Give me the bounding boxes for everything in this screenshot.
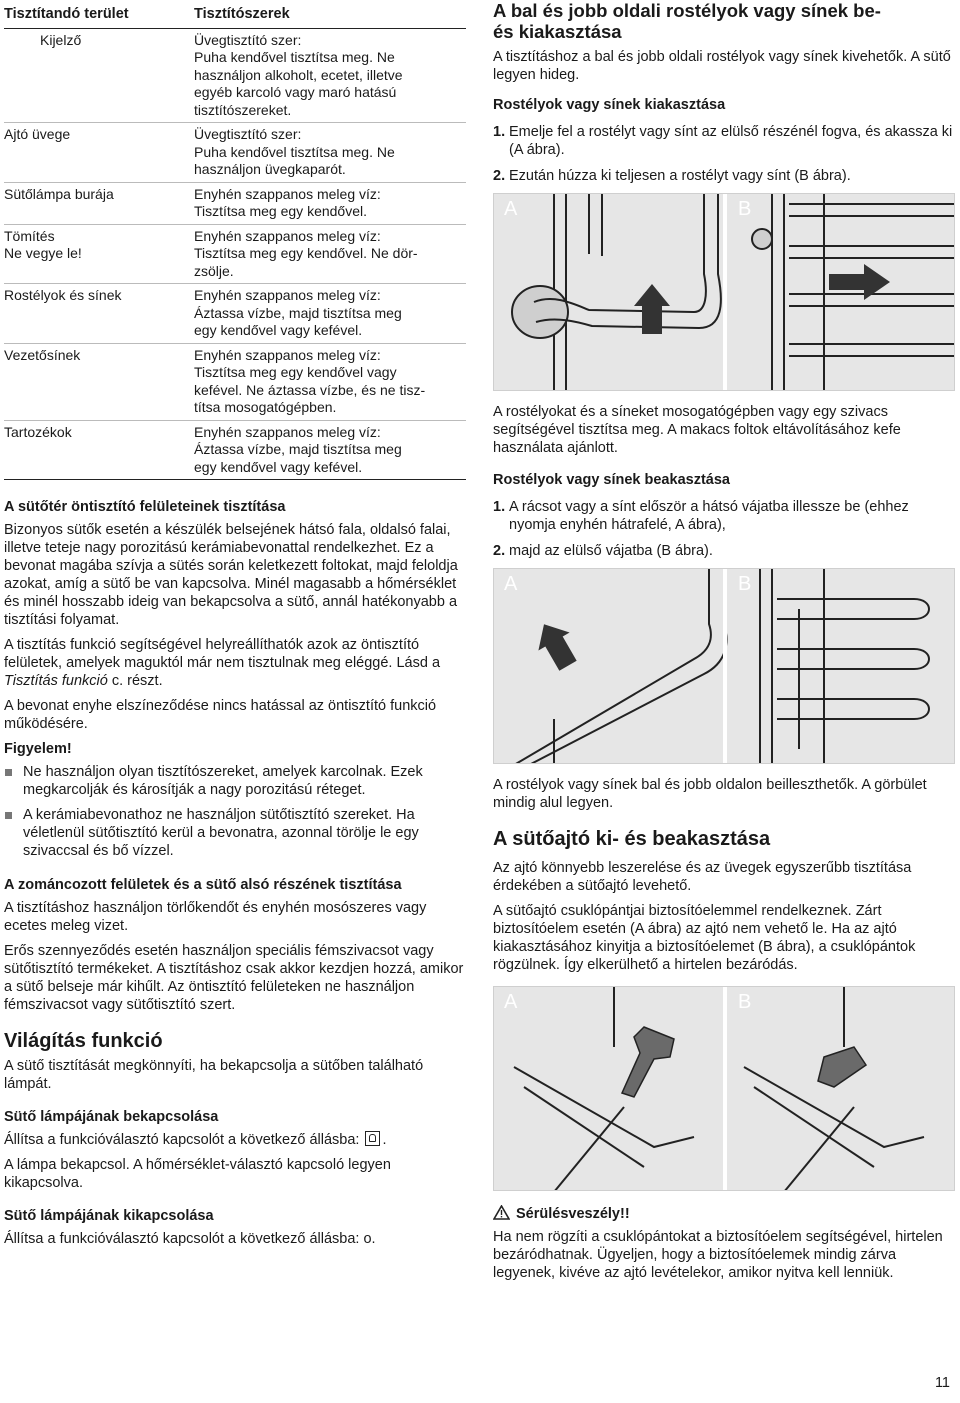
table-header-area: Tisztítandó terület	[4, 6, 194, 28]
list-item: 1. A rácsot vagy a sínt először a hátsó vájatba illessze be (ehhez nyomja enyhén hátrafelé, A ábra),	[493, 499, 909, 533]
door-hinge-illustration	[494, 987, 955, 1191]
table-row	[4, 28, 466, 123]
door-title: A sütőajtó ki- és beakasztása	[493, 828, 771, 850]
insert-rack-figure	[493, 568, 955, 764]
remove-rack-illustration	[494, 194, 955, 391]
self-clean-p2: A tisztítás funkció segítségével helyreállíthatók azok az öntisztító felületek, amelyek maguktól már nem tisztulnak meg eléggé. Lásd a Tisztítás funkció c. részt.	[4, 637, 441, 689]
racks-intro: A tisztításhoz a bal és jobb oldali rostélyok vagy sínek kivehetők. A sütő legyen hideg.	[493, 49, 951, 83]
insert-title: Rostélyok vagy sínek beakasztása	[493, 472, 730, 488]
remove-rack-figure	[493, 193, 955, 391]
right-column	[493, 0, 955, 1282]
lamp-on-p1: Állítsa a funkcióválasztó kapcsolót a következő állásba: .	[4, 1132, 387, 1148]
table-row	[4, 284, 466, 344]
table-row	[4, 224, 466, 284]
lamp-off-title: Sütő lámpájának kikapcsolása	[4, 1208, 214, 1224]
warning-text: Ha nem rögzíti a csuklópántokat a biztosítóelem segítségével, hirtelen bezáródhatnak. Ügyeljen, hogy a biztosítóelemek mindig zárva legyenek, kivéve az ajtó levételekor, amikor nyitva kell lenniük.	[493, 1229, 943, 1281]
self-clean-p3: A bevonat enyhe elszíneződése nincs hatással az öntisztító funkció működésére.	[4, 698, 437, 732]
figure-label-b: B	[738, 198, 752, 220]
lamp-symbol-icon	[365, 1131, 380, 1146]
cleaning-area-cell: Tartozékok	[4, 420, 194, 480]
table-row	[4, 343, 466, 420]
square-bullet-icon	[5, 769, 12, 776]
list-item: 2. majd az elülső vájatba (B ábra).	[493, 543, 713, 559]
door-hinge-figure	[493, 986, 955, 1191]
cleaning-area-cell: Tömítés Ne vegye le!	[4, 224, 194, 284]
figure-label-a: A	[504, 198, 518, 220]
list-item: 2. Ezután húzza ki teljesen a rostélyt vagy sínt (B ábra).	[493, 168, 851, 184]
cleaning-agent-cell: Enyhén szappanos meleg víz: Tisztítsa meg egy kendővel. Ne dör- zsölje.	[194, 224, 466, 284]
self-clean-title: A sütőtér öntisztító felületeinek tisztítása	[4, 499, 286, 515]
attention-list	[4, 763, 466, 860]
page-number: 11	[934, 1375, 950, 1391]
warning-title: Sérülésveszély!!	[493, 1205, 955, 1223]
racks-title: A bal és jobb oldali rostélyok vagy sínek be- és kiakasztása	[493, 0, 881, 42]
enamel-title: A zománcozott felületek és a sütő alsó részének tisztítása	[4, 877, 402, 893]
cleaning-agent-cell: Üvegtisztító szer: Puha kendővel tisztítsa meg. Ne használjon üvegkaparót.	[194, 123, 466, 183]
racks-after-remove: A rostélyokat és a síneket mosogatógépben vagy egy szivacs segítségével tisztítsa meg. A makacs foltok eltávolításához kefe használata ajánlott.	[493, 404, 901, 456]
lighting-p1: A sütő tisztítását megkönnyíti, ha bekapcsolja a sütőben található lámpát.	[4, 1058, 424, 1092]
list-item: 1. Emelje fel a rostélyt vagy sínt az elülső részénél fogva, és akassza ki (A ábra).	[493, 124, 953, 158]
enamel-p2: Erős szennyeződés esetén használjon speciális fémszivacsot vagy sütőtisztító termékeket. A tisztításhoz csak akkor kezdjen hozzá, amikor a sütő belseje már kihűlt. Az öntisztító felületeken ne használjon fémszivacsot vagy sütőtisztító szert.	[4, 943, 464, 1013]
door-p2: A sütőajtó csuklópántjai biztosítóelemmel rendelkeznek. Zárt biztosítóelem esetén (A ábra) az ajtó nem vehető le. Ha az ajtó kiakasztásához kinyitja a biztosítóelemet (B ábra), a csuklópántok rögzülnek. Így elkerülhető a hirtelen bezáródás.	[493, 903, 916, 973]
table-header-agent: Tisztítószerek	[194, 6, 466, 28]
cleaning-area-cell: Rostélyok és sínek	[4, 284, 194, 344]
self-clean-p1: Bizonyos sütők esetén a készülék belsejének hátsó fala, oldalsó falai, illetve teteje nagy porozitású kerámiabevonattal rendelkezhet. Ez a bevonat magába szívja a sütés során keletkezett foltokat, majd feloldja azokat, amíg a sütő be van kapcsolva. Minél magasabb a hőmérséklet és minél hosszabb ideig van bekapcsolva a sütő, annál hatékonyabb a tisztítási folyamat.	[4, 522, 458, 628]
attention-heading: Figyelem!	[4, 741, 72, 757]
enamel-p1: A tisztításhoz használjon törlőkendőt és enyhén mosószeres vagy ecetes meleg vizet.	[4, 900, 427, 934]
figure-label-b: B	[738, 991, 752, 1013]
lamp-on-p2: A lámpa bekapcsol. A hőmérséklet-választó kapcsoló legyen kikapcsolva.	[4, 1157, 391, 1191]
cleaning-area-cell: Sütőlámpa burája	[4, 182, 194, 224]
cleaning-agent-cell: Enyhén szappanos meleg víz: Áztassa vízbe, majd tisztítsa meg egy kendővel vagy kefével.	[194, 284, 466, 344]
table-row	[4, 123, 466, 183]
insert-steps	[493, 498, 955, 560]
table-row	[4, 420, 466, 480]
cleaning-area-cell: Ajtó üvege	[4, 123, 194, 183]
figure-label-a: A	[504, 573, 518, 595]
cleaning-agent-cell: Enyhén szappanos meleg víz: Tisztítsa meg egy kendővel vagy kefével. Ne áztassa vízbe, és ne tisz- títsa mosogatógépben.	[194, 343, 466, 420]
cleaning-table	[4, 6, 466, 480]
lamp-on-title: Sütő lámpájának bekapcsolása	[4, 1109, 219, 1125]
remove-title: Rostélyok vagy sínek kiakasztása	[493, 97, 726, 113]
racks-after-insert: A rostélyok vagy sínek bal és jobb oldalon beilleszthetők. A görbület mindig alul legyen.	[493, 777, 927, 811]
figure-label-b: B	[738, 573, 752, 595]
list-item: Ne használjon olyan tisztítószereket, amelyek karcolnak. Ezek megkarcolják és károsítják a nagy porozitású réteget.	[4, 763, 466, 799]
lighting-title: Világítás funkció	[4, 1030, 163, 1052]
cleaning-area-cell: Vezetősínek	[4, 343, 194, 420]
left-column	[4, 6, 466, 1248]
remove-steps	[493, 123, 955, 185]
cleaning-agent-cell: Enyhén szappanos meleg víz: Tisztítsa meg egy kendővel.	[194, 182, 466, 224]
square-bullet-icon	[5, 812, 12, 819]
list-item: A kerámiabevonathoz ne használjon sütőtisztító szereket. Ha véletlenül sütőtisztító kerül a bevonatra, azonnal törölje le egy szivaccsal és bő vízzel.	[4, 806, 466, 860]
insert-rack-illustration	[494, 569, 955, 764]
warning-triangle-icon	[493, 1205, 510, 1220]
lamp-off-p1: Állítsa a funkcióválasztó kapcsolót a következő állásba: o.	[4, 1231, 376, 1247]
cleaning-agent-cell: Üvegtisztító szer: Puha kendővel tisztítsa meg. Ne használjon alkoholt, ecetet, illetve egyéb karcoló vagy maró hatású tisztítószereket.	[194, 28, 466, 123]
door-p1: Az ajtó könnyebb leszerelése és az üvegek egyszerűbb tisztítása érdekében a sütőajtó levehető.	[493, 860, 912, 894]
cleaning-area-cell: Kijelző	[4, 28, 194, 123]
table-row	[4, 182, 466, 224]
figure-label-a: A	[504, 991, 518, 1013]
cleaning-agent-cell: Enyhén szappanos meleg víz: Áztassa vízbe, majd tisztítsa meg egy kendővel vagy kefével.	[194, 420, 466, 480]
